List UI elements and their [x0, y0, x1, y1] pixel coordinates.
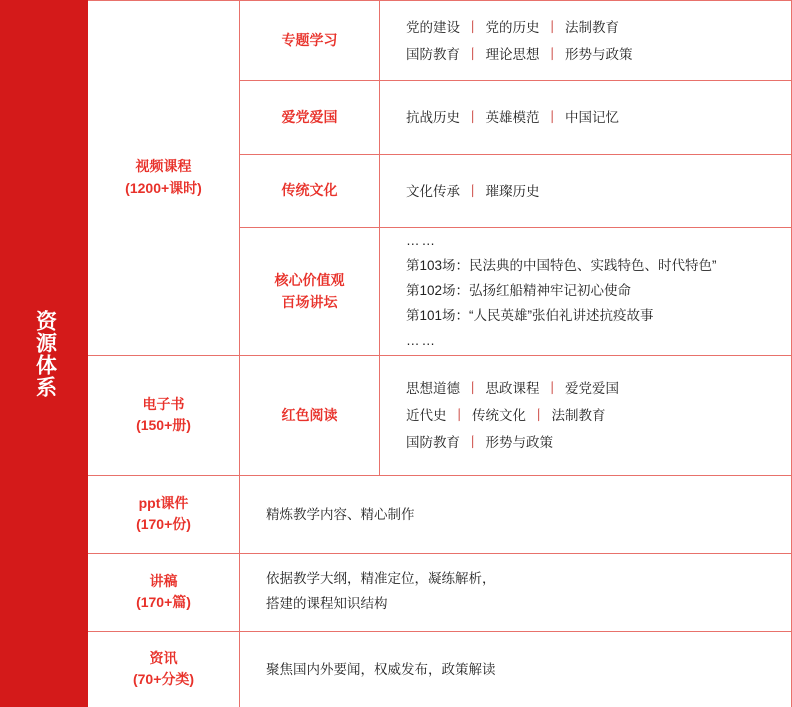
category-label-ebook — [136, 394, 191, 437]
tag: 国防教育 — [406, 46, 460, 62]
subcategory-label: 红色阅读 — [281, 406, 338, 423]
separator: 丨 — [545, 110, 559, 125]
content-line — [406, 14, 633, 41]
tag: 文化传承 — [406, 183, 460, 199]
separator: 丨 — [452, 407, 466, 423]
category-cell-ebook — [88, 356, 240, 475]
category-name: 讲稿 — [149, 572, 178, 589]
tag: 法制教育 — [551, 407, 606, 423]
tag: 抗战历史 — [406, 110, 460, 125]
category-cell-script — [88, 554, 240, 631]
content-text — [406, 375, 619, 456]
subcategory-label: 专题学习 — [281, 31, 338, 48]
subcategory-label: 传统文化 — [281, 182, 338, 199]
content-text — [266, 501, 415, 528]
table-row — [240, 155, 791, 228]
content-cell-traditional-culture — [380, 155, 791, 227]
tag: 思想道德 — [406, 380, 460, 396]
banner-title: 资源体系 — [33, 309, 57, 398]
subcategory-label-line2: 百场讲坛 — [281, 293, 338, 310]
subcategory-cell-traditional-culture — [240, 155, 380, 227]
category-name: 资讯 — [149, 649, 178, 666]
content-line: 第103场：民法典的中国特色、实践特色、时代特色” — [406, 258, 717, 274]
separator: 丨 — [466, 380, 480, 396]
tag: 思政课程 — [485, 380, 540, 396]
category-count: (170+篇) — [136, 594, 191, 611]
category-cell-ppt — [88, 476, 240, 553]
tag: 传统文化 — [472, 407, 526, 423]
table-row — [240, 81, 791, 155]
category-label-news — [133, 648, 194, 691]
table-row — [88, 356, 791, 476]
table-row — [240, 228, 791, 355]
tag: 党的历史 — [485, 19, 540, 35]
table-row — [240, 1, 791, 81]
content-line — [406, 178, 540, 205]
separator: 丨 — [466, 46, 480, 62]
separator: 丨 — [545, 380, 559, 396]
subcategory-label-line1: 核心价值观 — [274, 271, 345, 288]
tag: 理论思想 — [485, 46, 540, 62]
category-count: (1200+课时) — [125, 180, 202, 196]
subcategory-label: 爱党爱国 — [281, 108, 338, 125]
subcategory-cell-core-values-forum — [240, 228, 380, 355]
category-count: (70+分类) — [132, 671, 195, 688]
content-line — [406, 104, 619, 131]
category-name: ppt课件 — [138, 494, 189, 511]
content-line: 第102场：弘扬红船精神牢记初心使命 — [406, 283, 632, 299]
left-banner — [0, 0, 88, 707]
category-count: (150+册) — [136, 417, 191, 434]
content-line: …… — [406, 233, 437, 249]
separator: 丨 — [545, 19, 559, 35]
tag: 爱党爱国 — [565, 380, 619, 396]
content-cell-ppt — [240, 476, 791, 553]
content-cell-topic-study — [380, 1, 791, 80]
content-line: 精炼教学内容、精心制作 — [266, 506, 415, 522]
content-text — [266, 656, 496, 683]
content-line — [406, 429, 619, 456]
content-line: 搭建的课程知识结构 — [266, 596, 388, 612]
tag: 璀璨历史 — [485, 183, 540, 199]
subcategory-cell-red-reading — [240, 356, 380, 475]
content-line — [406, 402, 619, 429]
content-cell-news — [240, 632, 791, 707]
tag: 英雄模范 — [485, 110, 540, 125]
table-row — [88, 554, 791, 632]
subcategory-label — [275, 270, 345, 313]
content-cell-script — [240, 554, 791, 631]
category-label-script — [136, 571, 191, 614]
tag: 中国记忆 — [565, 110, 619, 125]
content-cell-core-values-forum — [380, 228, 791, 355]
content-line — [406, 41, 633, 68]
table-row — [88, 476, 791, 554]
content-text — [266, 567, 496, 617]
subcategory-cell-patriotism — [240, 81, 380, 154]
content-text — [406, 229, 717, 354]
separator: 丨 — [466, 19, 480, 35]
tag: 国防教育 — [406, 434, 460, 450]
separator: 丨 — [532, 407, 546, 423]
tag: 形势与政策 — [485, 434, 553, 450]
category-cell-video — [88, 1, 240, 355]
category-label-video — [125, 156, 202, 199]
tag: 形势与政策 — [565, 46, 633, 62]
content-cell-red-reading — [380, 356, 791, 475]
video-subrows — [240, 1, 791, 355]
category-name: 电子书 — [142, 395, 185, 412]
tag: 党的建设 — [406, 19, 460, 35]
content-line: …… — [406, 332, 437, 348]
content-cell-patriotism — [380, 81, 791, 154]
content-text — [406, 104, 619, 131]
content-line — [406, 375, 619, 402]
content-line: 聚焦国内外要闻，权威发布，政策解读 — [266, 661, 496, 677]
content-text — [406, 14, 633, 68]
content-line: 依据教学大纲，精准定位，凝练解析， — [266, 571, 496, 587]
category-name: 视频课程 — [135, 158, 192, 175]
category-label-ppt — [136, 493, 191, 536]
content-line: 第101场：“人民英雄”张伯礼讲述抗疫故事 — [406, 307, 654, 323]
content-text — [406, 178, 540, 205]
table-area — [88, 0, 792, 707]
separator: 丨 — [466, 110, 480, 125]
table-row — [88, 632, 791, 707]
subcategory-cell-topic-study — [240, 1, 380, 80]
separator: 丨 — [466, 183, 480, 199]
category-count: (170+份) — [136, 516, 191, 533]
category-cell-news — [88, 632, 240, 707]
separator: 丨 — [466, 434, 480, 450]
tag: 法制教育 — [565, 19, 619, 35]
separator: 丨 — [545, 46, 559, 62]
table-row — [88, 1, 791, 356]
tag: 近代史 — [406, 407, 447, 423]
